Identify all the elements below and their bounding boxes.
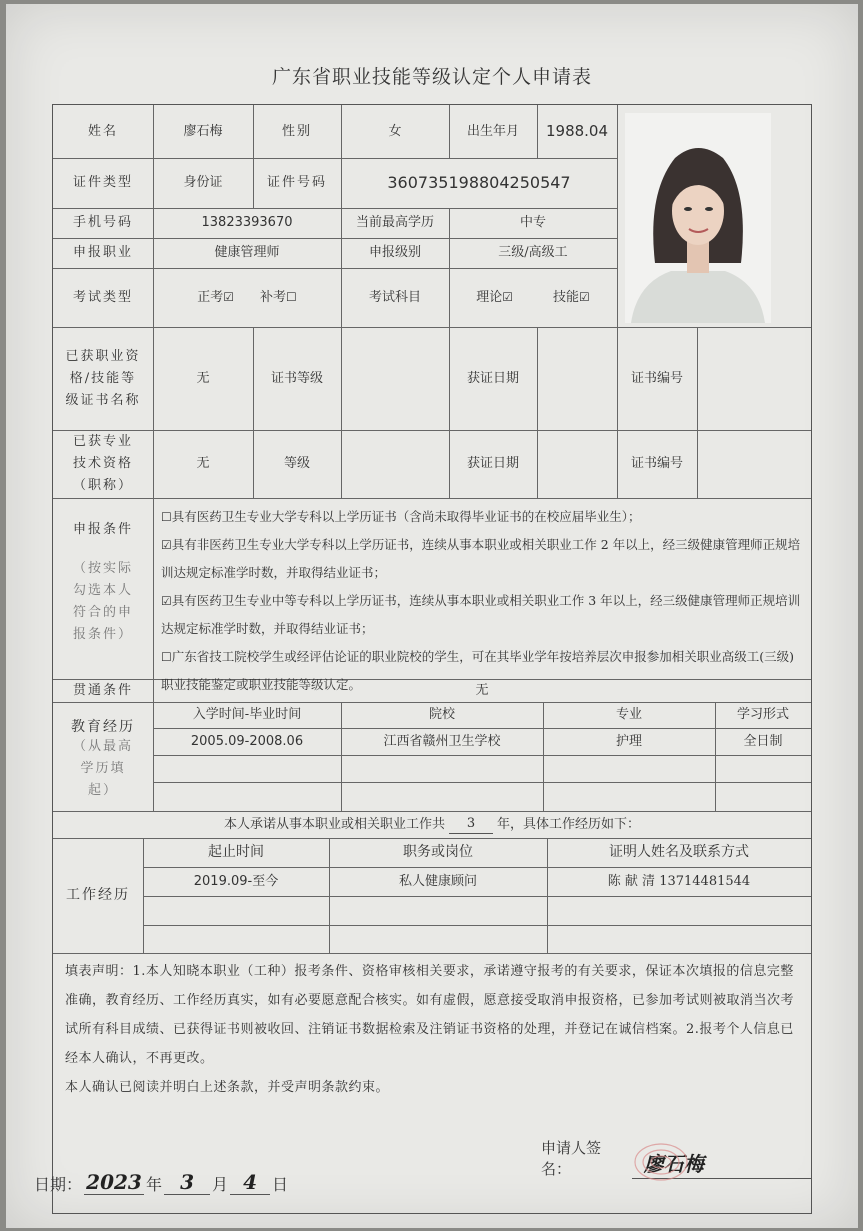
name-value: 廖石梅: [183, 123, 223, 139]
edu-school: 江西省赣州卫生学校: [383, 733, 501, 749]
subject-skill-option[interactable]: 技能☑: [553, 289, 590, 305]
through-value: 无: [475, 682, 489, 698]
edu-header-mode: 学习形式: [736, 707, 789, 723]
subject-options: [449, 268, 617, 327]
date-area: [34, 1170, 288, 1195]
date-day[interactable]: 4: [230, 1170, 270, 1195]
tech-title-value: 无: [196, 456, 210, 472]
work-header-period: 起止时间: [208, 844, 264, 861]
edu-header-period: 入学时间-毕业时间: [192, 707, 302, 723]
level-label: 申报级别: [368, 245, 421, 261]
subject-theory-option[interactable]: 理论☑: [476, 289, 513, 305]
tech-grade-label: 等级: [283, 456, 310, 472]
gender-value: 女: [388, 123, 402, 139]
id-no-value: 360735198804250547: [387, 173, 571, 193]
form-table: [52, 104, 812, 1214]
edu-header-school: 院校: [428, 707, 455, 723]
checked-box-icon: ☑: [161, 594, 172, 608]
occupation-value: 健康管理师: [214, 245, 280, 261]
edu-major: 护理: [615, 733, 642, 749]
declaration: [65, 957, 803, 1102]
exam-makeup-option[interactable]: 补考☐: [260, 289, 297, 305]
work-header-witness: 证明人姓名及联系方式: [609, 844, 749, 861]
work-period: 2019.09-至今: [193, 873, 279, 889]
birth-value: 1988.04: [545, 122, 609, 141]
checked-box-icon: ☑: [223, 289, 234, 304]
through-label: 贯通条件: [72, 682, 133, 698]
edu-value: 中专: [519, 215, 546, 231]
subject-label: 考试科目: [368, 289, 421, 305]
cert-grade-label: 证书等级: [270, 370, 323, 386]
education-note: （从最高学历填起）: [72, 739, 133, 798]
signature-field[interactable]: [632, 1148, 811, 1179]
tech-no-label: 证书编号: [630, 456, 683, 472]
applicant-photo: [625, 113, 771, 323]
name-label: 姓名: [87, 123, 118, 139]
signature-label: 申请人签名：: [541, 1139, 602, 1178]
checked-box-icon: ☑: [502, 289, 513, 304]
condition-item-3[interactable]: ☑具有医药卫生专业中等专科以上学历证书，连续从事本职业或相关职业工作 3 年以上，经三级健康管理师正规培训达规定标准学时数，并取得结业证书；: [161, 593, 801, 636]
tech-date-label: 获证日期: [466, 456, 519, 472]
edu-label: 当前最高学历: [355, 215, 434, 231]
birth-label: 出生年月: [466, 123, 519, 139]
work-witness: 陈 献 清 13714481544: [607, 873, 751, 889]
cert-no-label: 证书编号: [630, 370, 683, 386]
application-sheet: [6, 4, 858, 1228]
condition-item-1[interactable]: ☐具有医药卫生专业大学专科以上学历证书（含尚未取得毕业证书的在校应届毕业生）；: [161, 509, 641, 524]
cert-date-label: 获证日期: [466, 370, 519, 386]
phone-value: 13823393670: [201, 215, 293, 231]
education-label: 教育经历: [71, 718, 135, 735]
declaration-text: 填表声明：1.本人知晓本职业（工种）报考条件、资格审核相关要求，承诺遵守报考的有关要求，保证本次填报的信息完整准确，教育经历、工作经历真实，如有必要愿意配合核实。如有虚假，愿意接受取消申报资格，已参加考试则被取消当次考试所有科目成绩、已获得证书则被收回、注销证书数据检索及注销证书资格的处理，并登记在诚信档案。2.报考个人信息已经本人确认，不再更改。: [65, 964, 795, 1066]
qualification-cert-value: 无: [196, 370, 210, 386]
date-year[interactable]: 2023: [84, 1170, 144, 1195]
exam-type-options: [153, 268, 341, 327]
conditions-note: （按实际勾选本人符合的申报条件）: [73, 561, 134, 642]
work-header-position: 职务或岗位: [403, 844, 473, 861]
declaration-confirm: 本人确认已阅读并明白上述条款，并受声明条款约束。: [65, 1080, 390, 1095]
signature-handwriting: 廖石梅: [643, 1152, 704, 1176]
conditions-list: [161, 503, 801, 692]
phone-label: 手机号码: [72, 215, 133, 231]
gender-label: 性别: [281, 123, 312, 139]
level-value: 三级/高级工: [498, 245, 568, 261]
date-label: 日期：: [34, 1175, 83, 1194]
work-position: 私人健康顾问: [398, 873, 477, 889]
fingerprint-icon: [626, 1140, 696, 1184]
exam-normal-option[interactable]: 正考☑: [197, 289, 234, 305]
form-title: 广东省职业技能等级认定个人申请表: [271, 66, 592, 88]
id-type-value: 身份证: [183, 175, 223, 191]
checked-box-icon: ☑: [161, 538, 172, 552]
year-unit: 年: [146, 1175, 163, 1194]
promise-text-end: 年，具体工作经历如下：: [497, 816, 641, 832]
date-month[interactable]: 3: [164, 1170, 210, 1195]
occupation-label: 申报职业: [72, 245, 133, 261]
condition-item-2[interactable]: ☑具有非医药卫生专业大学专科以上学历证书，连续从事本职业或相关职业工作 2 年以上，经三级健康管理师正规培训达规定标准学时数，并取得结业证书；: [161, 537, 801, 580]
edu-mode: 全日制: [743, 733, 783, 749]
month-unit: 月: [212, 1175, 229, 1194]
work-years: 3: [449, 815, 493, 834]
empty-box-icon: ☐: [161, 650, 172, 664]
conditions-label: 申报条件: [72, 522, 133, 538]
empty-box-icon: ☐: [161, 510, 172, 524]
promise-text: 本人承诺从事本职业或相关职业工作共: [223, 816, 445, 832]
id-type-label: 证件类型: [72, 175, 133, 191]
tech-title-label: 已获专业技术资格（职称）: [72, 434, 133, 493]
work-promise: [53, 811, 811, 838]
signature-area: [541, 1137, 811, 1179]
edu-header-major: 专业: [615, 707, 642, 723]
edu-period: 2005.09-2008.06: [190, 733, 304, 749]
empty-box-icon: ☐: [286, 289, 297, 304]
condition-item-4[interactable]: ☐广东省技工院校学生或经评估论证的职业院校的学生，可在其毕业学年按培养层次申报参加相关职业高级工(三级)职业技能鉴定或职业技能等级认定。: [161, 649, 795, 692]
day-unit: 日: [272, 1175, 289, 1194]
checked-box-icon: ☑: [579, 289, 590, 304]
work-label: 工作经历: [66, 887, 130, 904]
exam-type-label: 考试类型: [72, 289, 133, 305]
qualification-cert-label: 已获职业资格/技能等级证书名称: [65, 348, 141, 408]
id-no-label: 证件号码: [266, 175, 327, 191]
